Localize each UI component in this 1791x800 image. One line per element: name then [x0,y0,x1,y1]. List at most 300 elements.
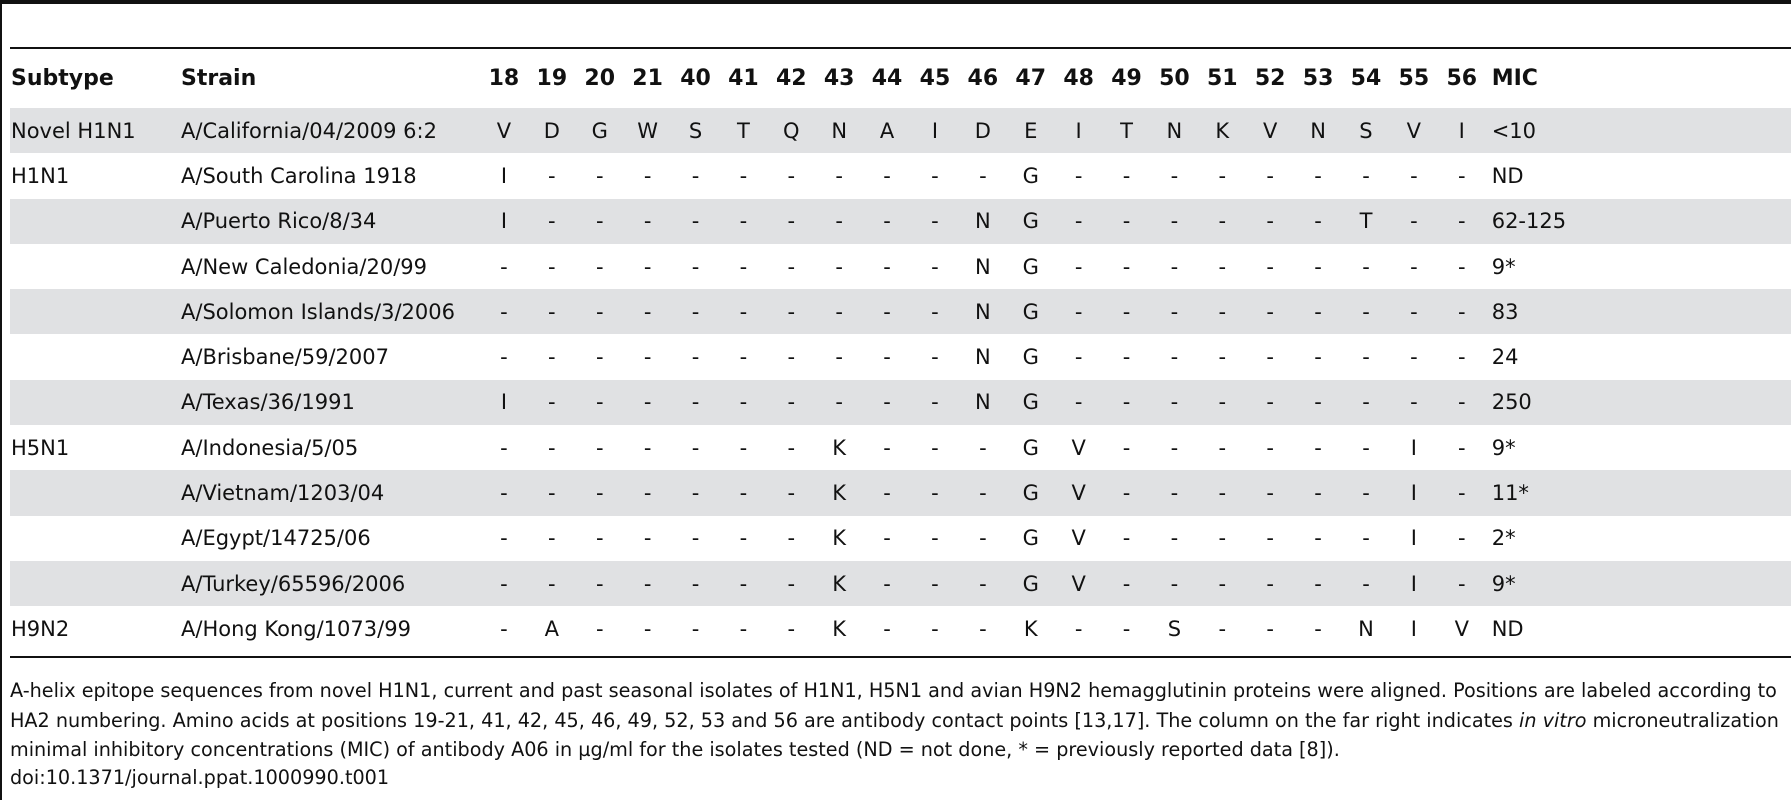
cell-mic: 83 [1486,289,1791,334]
cell-residue: - [624,470,672,515]
cell-residue: - [643,526,652,551]
header-position-55: 55 [1398,66,1430,91]
cell-subtype [10,380,181,425]
cell-subtype [10,470,181,515]
cell-residue: - [1438,199,1486,244]
cell-residue: - [739,526,748,551]
cell-residue: Q [767,108,815,153]
header-position-48: 48 [1063,66,1094,91]
cell-residue: - [1218,526,1227,551]
cell-residue: N [1294,108,1342,153]
cell-residue: - [624,561,672,606]
cell-residue: - [767,561,815,606]
cell-residue: - [767,199,815,244]
cell-residue: - [1198,561,1246,606]
cell-residue: - [595,345,604,370]
cell-residue: - [643,163,652,188]
cell-residue: - [1074,254,1083,279]
cell-residue: - [1218,616,1227,641]
cell-residue: - [719,289,767,334]
cell-residue: - [1438,561,1486,606]
cell-mic: 24 [1491,345,1519,370]
cell-residue: - [1246,470,1294,515]
cell-residue: - [883,163,891,188]
cell-residue: - [863,289,911,334]
cell-residue: - [1122,163,1131,188]
cell-residue: K [832,526,847,551]
cell-mic: 2* [1491,526,1516,551]
cell-residue: - [1342,561,1390,606]
cell-residue: G [576,108,624,153]
cell-residue: - [528,470,576,515]
cell-residue: - [528,199,576,244]
cell-residue: - [500,616,508,641]
cell-residue: - [624,199,672,244]
cell-residue: - [1074,163,1083,188]
header-position-45: 45 [919,66,951,91]
cell-mic: <10 [1486,108,1791,153]
cell-residue: - [911,470,959,515]
cell-residue: - [739,616,748,641]
cell-residue: - [1198,470,1246,515]
header-strain: Strain [181,66,257,91]
cell-residue: - [1294,199,1342,244]
cell-residue: - [1266,616,1274,641]
cell-residue: N [974,345,991,370]
cell-residue: - [1246,199,1294,244]
cell-residue: I [1055,108,1103,153]
cell-mic: 9* [1486,561,1791,606]
cell-strain: A/Indonesia/5/05 [181,435,359,460]
cell-residue: - [672,380,720,425]
cell-residue: N [1150,108,1198,153]
cell-residue: - [1457,435,1466,460]
cell-residue: - [1390,380,1438,425]
cell-residue: - [911,289,959,334]
cell-residue: N [959,289,1007,334]
cell-residue: V [480,108,528,153]
cell-residue: - [1103,380,1151,425]
cell-residue: G [1007,561,1055,606]
cell-subtype: H5N1 [11,435,70,460]
cell-residue: - [643,254,652,279]
table-row [10,199,1791,244]
cell-residue: - [911,561,959,606]
cell-residue: - [1342,289,1390,334]
cell-residue: - [1314,345,1322,370]
cell-residue: - [1198,289,1246,334]
cell-residue: - [691,163,700,188]
cell-residue: N [815,108,863,153]
cell-residue: K [1023,616,1038,641]
cell-residue: I [1410,616,1417,641]
header-position-43: 43 [823,66,855,91]
cell-residue: V [1071,435,1086,460]
cell-residue: - [1438,289,1486,334]
cell-residue: - [863,380,911,425]
cell-residue: - [1410,163,1418,188]
cell-mic: 250 [1486,380,1791,425]
cell-residue: - [1246,380,1294,425]
cell-residue: - [691,526,700,551]
cell-mic: 62-125 [1486,199,1791,244]
cell-residue: - [548,345,556,370]
cell-subtype [10,561,181,606]
cell-residue: - [931,616,939,641]
header-position-21: 21 [632,66,663,91]
cell-residue: - [931,163,939,188]
cell-residue: - [691,345,700,370]
cell-residue: I [480,199,528,244]
caption-text-2: microneutralization minimal inhibitory concentrations (MIC) of antibody A06 in µg/ml for the isolates tested (ND = not done, * = previously reported data [8]). [10,708,1779,761]
cell-residue: - [719,380,767,425]
cell-residue: - [1170,345,1179,370]
header-position-47: 47 [1015,66,1047,91]
header-mic: MIC [1491,66,1538,91]
cell-residue: - [1170,254,1179,279]
cell-residue: - [979,526,987,551]
header-position-52: 52 [1254,66,1286,91]
cell-residue: - [1266,435,1274,460]
cell-residue: - [576,561,624,606]
cell-strain: A/Texas/36/1991 [181,380,480,425]
header-position-44: 44 [871,66,903,91]
cell-residue: - [1218,345,1227,370]
cell-residue: - [1457,163,1466,188]
cell-residue: S [1167,616,1182,641]
cell-residue: - [595,254,604,279]
cell-residue: - [719,470,767,515]
cell-residue: K [815,470,863,515]
cell-residue: - [815,289,863,334]
table-row [10,289,1791,334]
cell-strain: A/New Caledonia/20/99 [181,254,427,279]
cell-residue: - [883,616,891,641]
cell-strain: A/South Carolina 1918 [181,163,417,188]
cell-strain: A/Egypt/14725/06 [181,526,371,551]
cell-residue: - [1150,470,1198,515]
cell-residue: - [500,345,508,370]
cell-residue: N [959,199,1007,244]
cell-residue: I [1410,526,1417,551]
cell-residue: K [832,435,847,460]
cell-residue: A [863,108,911,153]
cell-residue: - [1438,380,1486,425]
cell-residue: - [548,254,556,279]
cell-residue: E [1007,108,1055,153]
cell-residue: - [528,289,576,334]
cell-residue: G [1007,289,1055,334]
cell-residue: G [1022,254,1039,279]
table-bottom-rule [10,656,1791,658]
cell-residue: - [1457,254,1466,279]
cell-residue: A [544,616,560,641]
cell-residue: D [959,108,1007,153]
cell-residue: - [576,380,624,425]
cell-residue: - [787,254,796,279]
header-position-54: 54 [1350,66,1382,91]
cell-residue: - [1294,289,1342,334]
table-row [10,153,1791,198]
cell-residue: - [1410,254,1418,279]
cell-residue: - [1246,289,1294,334]
cell-residue: - [1122,616,1131,641]
cell-mic: 11* [1486,470,1791,515]
table-row [10,561,1791,606]
cell-subtype [10,289,181,334]
cell-residue: V [1390,108,1438,153]
cell-residue: - [643,345,652,370]
cell-residue: - [576,289,624,334]
table-caption [10,676,1788,765]
cell-residue: - [1074,616,1083,641]
table-body [10,108,1791,652]
cell-residue: - [1362,526,1370,551]
cell-residue: W [624,108,672,153]
cell-residue: - [672,199,720,244]
cell-residue: - [1103,561,1151,606]
cell-residue: - [979,163,987,188]
cell-residue: - [1122,435,1131,460]
cell-residue: - [1103,199,1151,244]
cell-residue: - [1150,199,1198,244]
cell-residue: - [1170,435,1179,460]
cell-residue: - [576,199,624,244]
cell-residue: T [719,108,767,153]
table-row [10,470,1791,515]
cell-residue: V [1055,561,1103,606]
header-position-20: 20 [584,66,616,91]
cell-residue: - [480,561,528,606]
sequence-table [10,49,1791,652]
cell-residue: - [911,380,959,425]
header-position-46: 46 [967,66,999,91]
cell-residue: - [883,254,891,279]
header-position-51: 51 [1206,66,1238,91]
header-position-41: 41 [728,66,759,91]
cell-residue: - [1390,199,1438,244]
cell-residue: - [1266,345,1274,370]
doi-line: doi:10.1371/journal.ppat.1000990.t001 [10,766,390,789]
cell-residue: - [500,435,508,460]
cell-residue: V [1454,616,1469,641]
cell-residue: I [500,163,508,188]
cell-residue: G [1022,163,1039,188]
cell-residue: - [1314,616,1322,641]
cell-residue: - [1266,254,1274,279]
cell-residue: - [1150,289,1198,334]
cell-residue: - [1342,470,1390,515]
cell-residue: - [1150,380,1198,425]
table-header-row [10,49,1791,108]
cell-residue: N [974,254,991,279]
cell-residue: - [1457,526,1466,551]
cell-mic: ND [1491,616,1524,641]
cell-residue: - [1314,526,1322,551]
cell-residue: - [787,163,796,188]
table-row [10,516,1791,561]
cell-residue: - [931,526,939,551]
cell-residue: - [979,616,987,641]
table-row [10,380,1791,425]
cell-residue: - [1390,289,1438,334]
cell-residue: I [480,380,528,425]
cell-mic: 9* [1491,254,1516,279]
table-row [10,334,1791,379]
cell-residue: D [528,108,576,153]
cell-residue: - [835,345,843,370]
cell-residue: - [1122,526,1131,551]
cell-residue: - [1122,345,1131,370]
cell-residue: - [959,470,1007,515]
cell-residue: I [1390,561,1438,606]
header-position-42: 42 [775,66,807,91]
cell-residue: - [719,199,767,244]
cell-subtype: Novel H1N1 [10,108,181,153]
cell-residue: - [595,435,604,460]
cell-residue: - [739,254,748,279]
cell-strain: A/Puerto Rico/8/34 [181,199,480,244]
cell-subtype [10,334,181,379]
cell-residue: G [1007,199,1055,244]
cell-strain: A/California/04/2009 6:2 [181,108,480,153]
table-row [10,425,1791,470]
cell-residue: - [1198,199,1246,244]
header-position-19: 19 [536,66,568,91]
cell-residue: - [1362,345,1370,370]
cell-residue: - [787,435,796,460]
header-position-40: 40 [680,66,711,91]
cell-residue: - [883,435,891,460]
cell-residue: N [1358,616,1374,641]
caption-italic: in vitro [1519,708,1587,732]
cell-residue: - [548,163,556,188]
cell-residue: G [1022,345,1039,370]
cell-residue: - [1362,435,1370,460]
cell-residue: - [595,616,604,641]
cell-residue: - [767,470,815,515]
cell-residue: - [883,345,891,370]
cell-residue: - [528,380,576,425]
cell-residue: - [1362,254,1370,279]
cell-residue: - [1074,345,1083,370]
cell-residue: N [959,380,1007,425]
cell-residue: - [595,526,604,551]
cell-residue: T [1342,199,1390,244]
cell-residue: G [1022,435,1039,460]
cell-residue: - [1122,254,1131,279]
cell-residue: - [1314,163,1322,188]
cell-residue: I [1410,435,1417,460]
cell-residue: - [739,435,748,460]
cell-residue: - [1218,163,1227,188]
header-position-56: 56 [1446,66,1478,91]
cell-residue: G [1022,526,1039,551]
header-position-50: 50 [1159,66,1190,91]
top-border-rule [0,0,1791,4]
cell-residue: - [787,526,796,551]
cell-residue: - [624,289,672,334]
cell-residue: - [1294,561,1342,606]
cell-residue: - [500,254,508,279]
cell-residue: V [1246,108,1294,153]
cell-residue: - [576,470,624,515]
cell-residue: T [1103,108,1151,153]
caption-text-1: A-helix epitope sequences from novel H1N1, current and past seasonal isolates of H1N1, H5N1 and avian H9N2 hemagglutinin proteins were aligned. Positions are labeled according to HA2 numbering. Amino acids at positions 19-21, 41, 42, 45, 46, 49, 52, 53 and 56 are antibody contact points [13,17]. The column on the far right indicates [10,679,1777,732]
table-row [10,606,1791,651]
cell-residue: - [480,470,528,515]
cell-residue: - [672,470,720,515]
cell-residue: - [787,345,796,370]
cell-residue: - [1055,289,1103,334]
cell-residue: - [624,380,672,425]
cell-residue: - [691,254,700,279]
cell-residue: G [1007,470,1055,515]
cell-residue: - [1170,526,1179,551]
cell-residue: - [643,435,652,460]
table-row [10,108,1791,153]
cell-subtype: H9N2 [11,616,70,641]
cell-residue: - [883,526,891,551]
cell-residue: S [672,108,720,153]
cell-strain: A/Brisbane/59/2007 [181,345,390,370]
cell-residue: - [1103,470,1151,515]
cell-residue: - [1314,254,1322,279]
cell-residue: - [739,163,748,188]
cell-residue: - [739,345,748,370]
cell-subtype [10,199,181,244]
cell-residue: - [767,380,815,425]
cell-residue: - [1055,380,1103,425]
cell-residue: - [1055,199,1103,244]
cell-residue: - [931,345,939,370]
cell-residue: I [1438,108,1486,153]
cell-residue: - [835,254,843,279]
cell-residue: K [1198,108,1246,153]
cell-residue: - [787,616,796,641]
cell-subtype [10,244,181,289]
cell-strain: A/Hong Kong/1073/99 [181,616,411,641]
cell-residue: - [863,561,911,606]
cell-residue: - [931,254,939,279]
cell-residue: - [1438,470,1486,515]
cell-subtype [10,516,181,561]
cell-residue: K [815,561,863,606]
cell-residue: - [672,289,720,334]
cell-residue: - [1246,561,1294,606]
cell-subtype: H1N1 [11,163,70,188]
cell-mic: ND [1491,163,1524,188]
cell-residue: - [1266,163,1274,188]
cell-residue: I [911,108,959,153]
cell-strain: A/Solomon Islands/3/2006 [181,289,480,334]
cell-residue: - [1218,254,1227,279]
cell-residue: - [1294,380,1342,425]
cell-residue: - [1457,345,1466,370]
cell-strain: A/Vietnam/1203/04 [181,470,480,515]
cell-residue: - [931,435,939,460]
cell-residue: - [1198,380,1246,425]
cell-residue: - [1410,345,1418,370]
cell-residue: - [815,380,863,425]
cell-residue: - [528,561,576,606]
table-row [10,244,1791,289]
header-position-18: 18 [488,66,520,91]
cell-residue: - [719,561,767,606]
cell-residue: V [1071,526,1086,551]
cell-residue: - [1314,435,1322,460]
cell-residue: - [1218,435,1227,460]
